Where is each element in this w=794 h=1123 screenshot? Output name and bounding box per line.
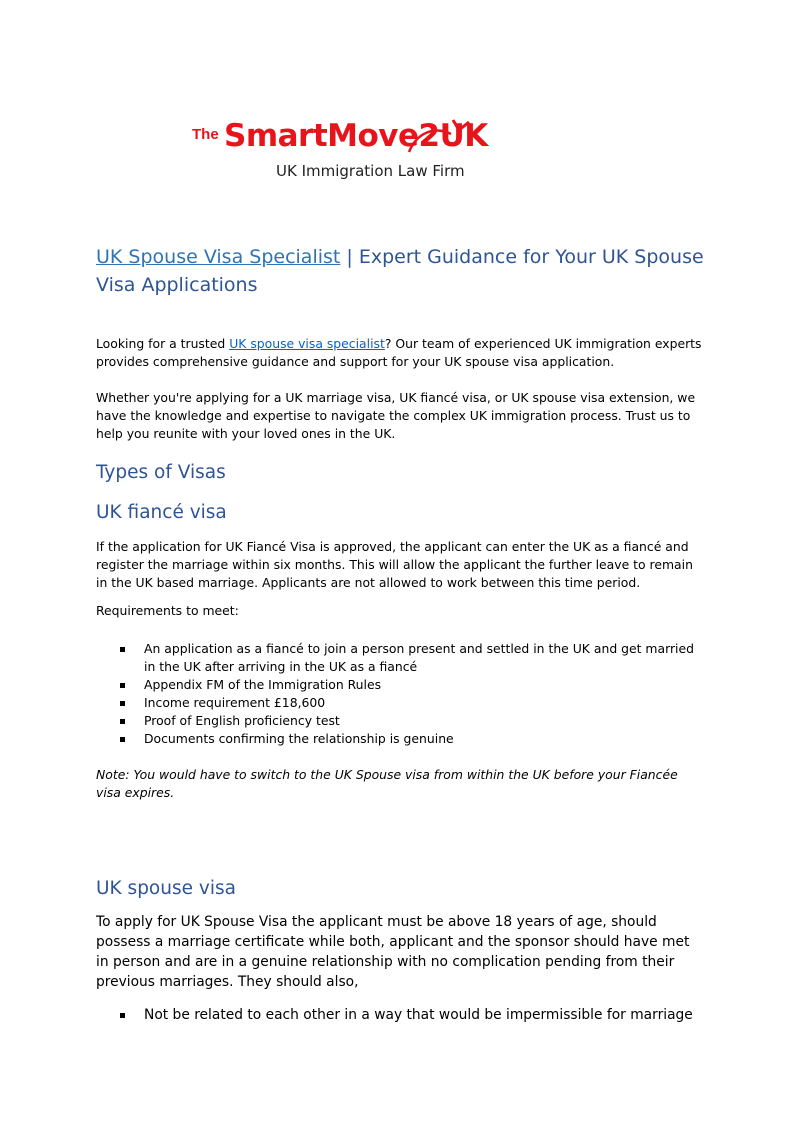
types-heading: Types of Visas	[96, 462, 226, 483]
logo-tagline: UK Immigration Law Firm	[276, 162, 465, 180]
list-item	[96, 676, 702, 694]
spouse-paragraph: To apply for UK Spouse Visa the applicant must be above 18 years of age, should possess a marriage certificate while both, applicant and the sponsor should have met in person and are in a genuine relationship with no complication pending from their previous marriages. They should also,	[96, 914, 690, 990]
list-item-text: Proof of English proficiency test	[144, 713, 340, 728]
list-item	[96, 640, 702, 676]
requirements-list	[96, 640, 702, 748]
bullet-icon	[120, 701, 125, 706]
intro-link[interactable]: UK spouse visa specialist	[229, 336, 385, 351]
bullet-icon	[120, 683, 125, 688]
bird-swoosh-icon	[395, 114, 475, 158]
company-logo	[190, 112, 560, 184]
fiance-paragraph: If the application for UK Fiancé Visa is approved, the applicant can enter the UK as a fiancé and register the marriage within six months. This will allow the applicant the further leave to remain in the UK based marriage. Applicants are not allowed to work between this time period.	[96, 539, 693, 590]
bullet-icon	[120, 737, 125, 742]
intro2-paragraph: Whether you're applying for a UK marriage visa, UK fiancé visa, or UK spouse visa extension, we have the knowledge and expertise to navigate the complex UK immigration process. Trust us to help you reunite with your loved ones in the UK.	[96, 390, 696, 441]
requirements-label: Requirements to meet:	[96, 603, 239, 618]
list-item	[96, 712, 702, 730]
bullet-icon	[120, 719, 125, 724]
spouse-list	[96, 1005, 702, 1025]
fiance-heading: UK fiancé visa	[96, 502, 227, 523]
list-item-text: Income requirement £18,600	[144, 695, 326, 710]
logo-brand-text: SmartMove2UK	[224, 118, 488, 154]
list-item	[96, 730, 702, 748]
list-item	[96, 1005, 702, 1025]
logo-the-text: The	[192, 126, 219, 143]
intro-paragraph	[96, 335, 702, 371]
spouse-heading: UK spouse visa	[96, 878, 236, 899]
bullet-icon	[120, 1013, 125, 1018]
bullet-icon	[120, 647, 125, 652]
list-item	[96, 694, 702, 712]
intro-before-link: Looking for a trusted	[96, 336, 230, 351]
list-item-text: Appendix FM of the Immigration Rules	[144, 677, 382, 692]
intro-after-link: ? Our team of experienced UK immigration experts provides comprehensive guidance and support for your UK spouse visa application.	[96, 336, 702, 369]
list-item-text: An application as a fiancé to join a person present and settled in the UK and get married in the UK after arriving in the UK as a fiancé	[144, 641, 694, 674]
title-rest: | Expert Guidance for Your UK Spouse Visa Applications	[96, 246, 704, 296]
page-title	[96, 243, 706, 299]
title-link[interactable]: UK Spouse Visa Specialist	[96, 246, 341, 268]
fiance-note: Note: You would have to switch to the UK Spouse visa from within the UK before your Fiancée visa expires.	[96, 767, 678, 800]
list-item-text: Documents confirming the relationship is genuine	[144, 731, 454, 746]
list-item-text: Not be related to each other in a way that would be impermissible for marriage	[144, 1007, 693, 1023]
